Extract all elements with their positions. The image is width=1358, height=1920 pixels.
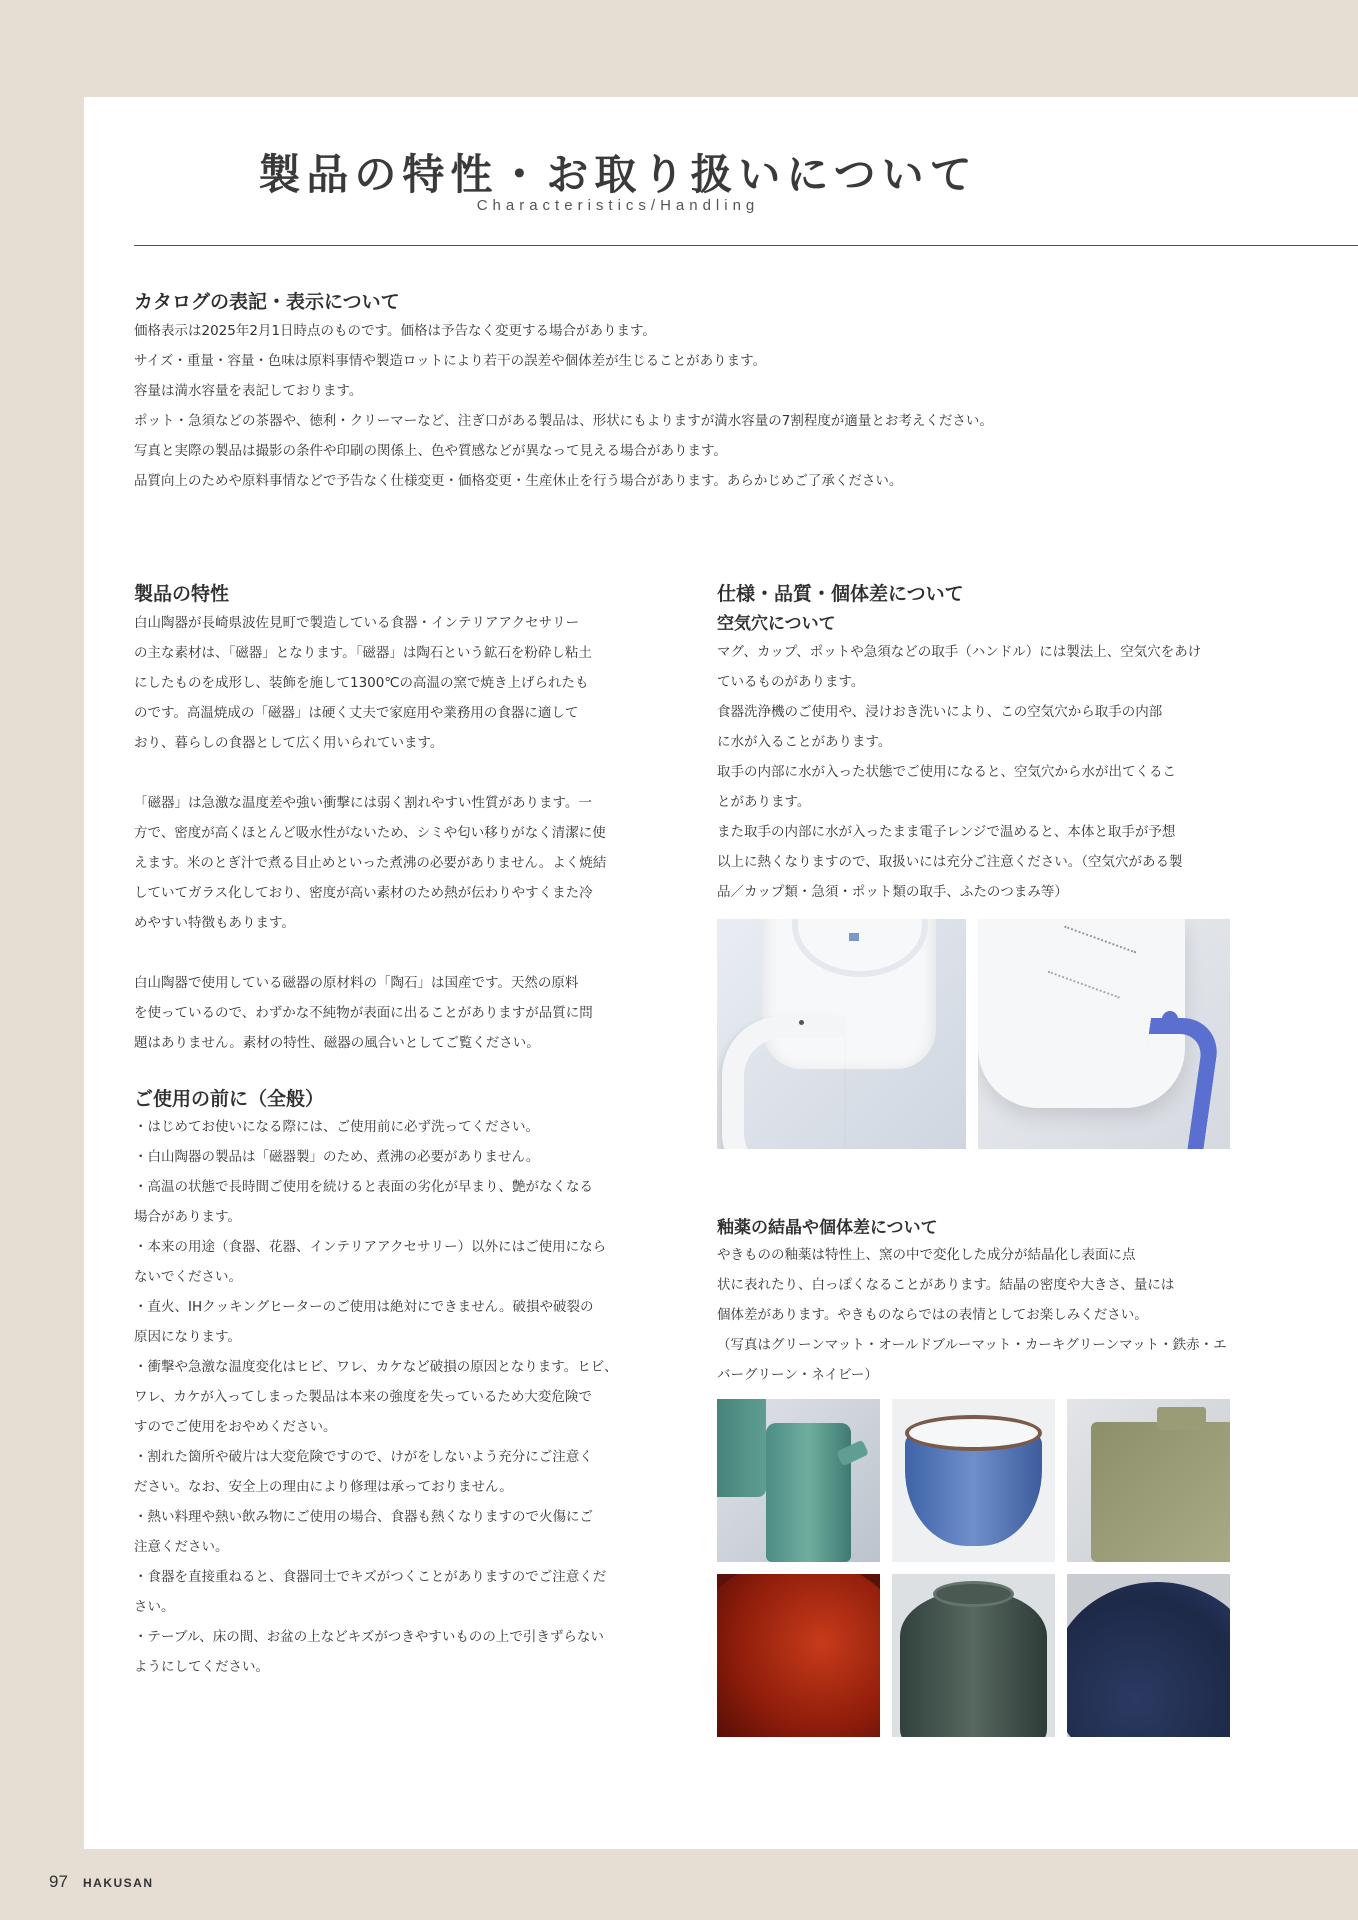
text-line: すのでご使用をおやめください。 bbox=[134, 1419, 337, 1435]
text-line: していてガラス化しており、密度が高い素材のため熱が伝わりやすくまた冷 bbox=[134, 885, 593, 901]
text-line: を使っているので、わずかな不純物が表面に出ることがありますが品質に問 bbox=[134, 1005, 593, 1021]
catalog-note: 写真と実際の製品は撮影の条件や印刷の関係上、色や質感などが異なって見える場合があります。 bbox=[134, 443, 727, 459]
text-line: ようにしてください。 bbox=[134, 1659, 269, 1675]
text-line: 題はありません。素材の特性、磁器の風合いとしてご覧ください。 bbox=[134, 1035, 540, 1051]
text-line: 白山陶器が長崎県波佐見町で製造している食器・インテリアアクセサリー bbox=[134, 615, 580, 631]
catalog-notes-heading: カタログの表記・表示について bbox=[134, 291, 400, 313]
text-line: ワレ、カケが入ってしまった製品は本来の強度を失っているため大変危険で bbox=[134, 1389, 592, 1405]
text-line: えます。米のとぎ汁で煮る目止めといった煮沸の必要がありません。よく焼結 bbox=[134, 855, 607, 871]
content-panel bbox=[84, 97, 1358, 1849]
page-subtitle: Characteristics/Handling bbox=[476, 197, 760, 214]
text-line: 「磁器」は急激な温度差や強い衝撃には弱く割れやすい性質があります。一 bbox=[134, 795, 592, 811]
glaze-text bbox=[717, 1240, 1227, 1390]
brand-name: HAKUSAN bbox=[83, 1876, 154, 1890]
catalog-note: 品質向上のためや原料事情などで予告なく仕様変更・価格変更・生産休止を行う場合があります。あらかじめご了承ください。 bbox=[134, 473, 903, 489]
text-line: （写真はグリーンマット・オールドブルーマット・カーキグリーンマット・鉄赤・エ bbox=[717, 1337, 1227, 1353]
text-line: さい。 bbox=[134, 1599, 175, 1615]
page-number: 97 bbox=[49, 1872, 68, 1891]
mug-air-hole-photo bbox=[717, 919, 966, 1149]
text-line bbox=[134, 758, 606, 788]
old-blue-matte-bowl-photo bbox=[892, 1399, 1055, 1562]
text-line: ・食器を直接重ねると、食器同士でキズがつくことがありますのでご注意くだ bbox=[134, 1569, 607, 1585]
navy-plate-photo bbox=[1067, 1574, 1230, 1737]
text-line: 個体差があります。やきものならではの表情としてお楽しみください。 bbox=[717, 1307, 1148, 1323]
green-matte-pot-photo bbox=[717, 1399, 880, 1562]
text-line: ないでください。 bbox=[134, 1269, 242, 1285]
text-line: 品／カップ類・急須・ポット類の取手、ふたのつまみ等） bbox=[717, 884, 1068, 900]
text-line: 場合があります。 bbox=[134, 1209, 241, 1225]
specs-heading: 仕様・品質・個体差について bbox=[717, 583, 964, 605]
text-line: 注意ください。 bbox=[134, 1539, 229, 1555]
product-traits-text bbox=[134, 608, 606, 1058]
text-line: やきものの釉薬は特性上、窯の中で変化した成分が結晶化し表面に点 bbox=[717, 1247, 1136, 1263]
page-title: 製品の特性・お取り扱いについて bbox=[258, 150, 978, 199]
text-line: の主な素材は、「磁器」となります。「磁器」は陶石という鉱石を粉砕し粘土 bbox=[134, 645, 592, 661]
iron-red-photo bbox=[717, 1574, 880, 1737]
text-line: ださい。なお、安全上の理由により修理は承っておりません。 bbox=[134, 1479, 513, 1495]
text-line: おり、暮らしの食器として広く用いられています。 bbox=[134, 735, 444, 751]
text-line: のです。高温焼成の「磁器」は硬く丈夫で家庭用や業務用の食器に適して bbox=[134, 705, 579, 721]
catalog-note: 容量は満水容量を表記しております。 bbox=[134, 383, 363, 399]
air-hole-photos bbox=[717, 919, 1230, 1149]
title-divider bbox=[134, 245, 1358, 246]
text-line: に水が入ることがあります。 bbox=[717, 734, 892, 750]
before-use-list bbox=[134, 1112, 618, 1682]
catalog-note: サイズ・重量・容量・色味は原料事情や製造ロットにより若干の誤差や個体差が生じることがあります。 bbox=[134, 353, 767, 369]
text-line: 以上に熱くなりますので、取扱いには充分ご注意ください。（空気穴がある製 bbox=[717, 854, 1183, 870]
text-line: ・テーブル、床の間、お盆の上などキズがつきやすいものの上で引きずらない bbox=[134, 1629, 604, 1645]
text-line: ・直火、IHクッキングヒーターのご使用は絶対にできません。破損や破裂の bbox=[134, 1299, 594, 1315]
text-line: 食器洗浄機のご使用や、浸けおき洗いにより、この空気穴から取手の内部 bbox=[717, 704, 1163, 720]
text-line: ・衝撃や急激な温度変化はヒビ、ワレ、カケなど破損の原因となります。ヒビ、 bbox=[134, 1359, 618, 1375]
glaze-photos bbox=[717, 1399, 1230, 1738]
before-use-heading: ご使用の前に（全般） bbox=[134, 1088, 325, 1110]
text-line: とがあります。 bbox=[717, 794, 811, 810]
product-traits-heading: 製品の特性 bbox=[134, 583, 230, 605]
catalog-note: 価格表示は2025年2月1日時点のものです。価格は予告なく変更する場合があります。 bbox=[134, 323, 656, 339]
air-hole-text bbox=[717, 637, 1201, 907]
text-line: ・白山陶器の製品は「磁器製」のため、煮沸の必要がありません。 bbox=[134, 1149, 540, 1165]
text-line: ているものがあります。 bbox=[717, 674, 865, 690]
text-line: また取手の内部に水が入ったまま電子レンジで温めると、本体と取手が予想 bbox=[717, 824, 1176, 840]
text-line: ・高温の状態で長時間ご使用を続けると表面の劣化が早まり、艶がなくなる bbox=[134, 1179, 593, 1195]
text-line: バーグリーン・ネイビー） bbox=[717, 1367, 878, 1383]
khaki-green-matte-plate-photo bbox=[1067, 1399, 1230, 1562]
text-line: ・はじめてお使いになる際には、ご使用前に必ず洗ってください。 bbox=[134, 1119, 539, 1135]
text-line: 原因になります。 bbox=[134, 1329, 241, 1345]
cup-handle-air-hole-photo bbox=[978, 919, 1230, 1149]
text-line: ・割れた箇所や破片は大変危険ですので、けがをしないよう充分にご注意く bbox=[134, 1449, 593, 1465]
catalog-notes-list bbox=[134, 316, 993, 496]
text-line: ・本来の用途（食器、花器、インテリアアクセサリー）以外にはご使用になら bbox=[134, 1239, 607, 1255]
text-line: にしたものを成形し、装飾を施して1300℃の高温の窯で焼き上げられたも bbox=[134, 675, 589, 691]
text-line: 方で、密度が高くほとんど吸水性がないため、シミや匂い移りがなく清潔に使 bbox=[134, 825, 606, 841]
text-line: ・熱い料理や熱い飲み物にご使用の場合、食器も熱くなりますので火傷にご bbox=[134, 1509, 593, 1525]
text-line: 取手の内部に水が入った状態でご使用になると、空気穴から水が出てくるこ bbox=[717, 764, 1176, 780]
glaze-heading: 釉薬の結晶や個体差について bbox=[717, 1218, 938, 1238]
evergreen-bowl-photo bbox=[892, 1574, 1055, 1737]
text-line: 白山陶器で使用している磁器の原材料の「陶石」は国産です。天然の原料 bbox=[134, 975, 579, 991]
text-line: めやすい特徴もあります。 bbox=[134, 915, 295, 931]
text-line: 状に表れたり、白っぽくなることがあります。結晶の密度や大きさ、量には bbox=[717, 1277, 1175, 1293]
air-hole-subheading: 空気穴について bbox=[717, 614, 836, 634]
catalog-note: ポット・急須などの茶器や、徳利・クリーマーなど、注ぎ口がある製品は、形状にもよりますが満水容量の7割程度が適量とお考えください。 bbox=[134, 413, 993, 429]
text-line bbox=[134, 938, 606, 968]
text-line: マグ、カップ、ポットや急須などの取手（ハンドル）には製法上、空気穴をあけ bbox=[717, 644, 1202, 660]
